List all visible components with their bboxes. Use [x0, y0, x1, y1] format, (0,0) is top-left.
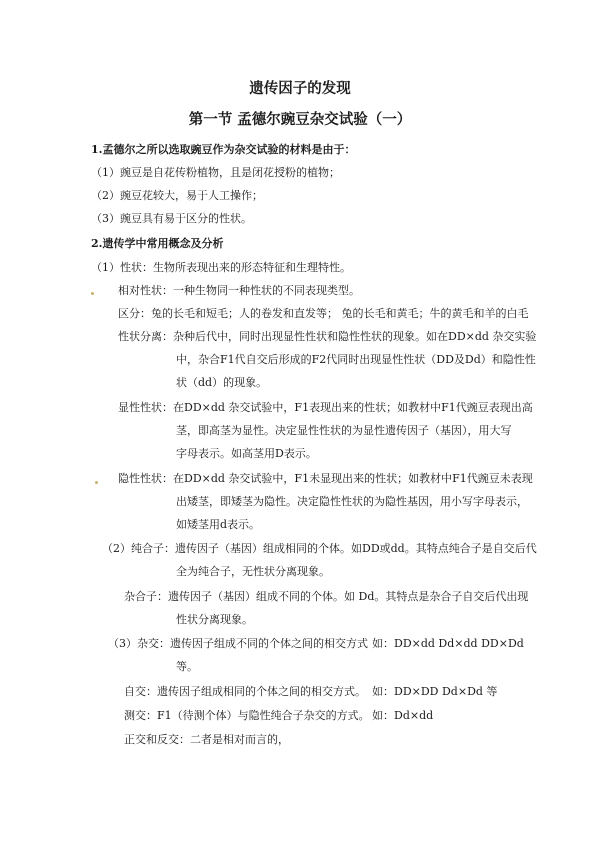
- cross-definition: （3）杂交：遗传因子组成不同的个体之间的相交方式: [108, 637, 368, 650]
- dominant-line-2: 茎，即高茎为显性。决定显性性状的为显性遗传因子（基因），用大写: [176, 424, 512, 437]
- relative-trait: 相对性状：一种生物同一种性状的不同表现类型。: [118, 284, 360, 297]
- bullet-dot: [95, 481, 98, 484]
- separation-line-2: 中，杂合F1代自交后形成的F2代同时出现显性性状（DD及Dd）和隐性性: [176, 353, 536, 366]
- recessive-line-2: 出矮茎，即矮茎为隐性。决定隐性性状的为隐性基因，用小写字母表示，: [176, 495, 528, 508]
- selfing-definition: 自交：遗传因子组成相同的个体之间的相交方式。: [124, 685, 366, 698]
- document-title: 遗传因子的发现: [249, 80, 351, 97]
- trait-definition: （1）性状：生物所表现出来的形态特征和生理特性。: [91, 261, 351, 274]
- cross-examples: 如：DD×dd Dd×dd DD×Dd: [372, 637, 524, 650]
- homozygote-line-2: 全为纯合子，无性状分离现象。: [176, 565, 330, 578]
- section1-item-1: （1）豌豆是自花传粉植物，且是闭花授粉的植物；: [91, 166, 340, 179]
- bullet-dot: [91, 292, 94, 295]
- homozygote-line-1: （2）纯合子：遗传因子（基因）组成相同的个体。如DD或dd。其特点纯合子是自交后代: [102, 542, 537, 555]
- section2-heading: 2.遗传学中常用概念及分析: [91, 237, 224, 250]
- selfing-examples: 如：DD×DD Dd×Dd 等: [372, 685, 498, 698]
- dominant-line-3: 字母表示。如高茎用D表示。: [176, 447, 317, 460]
- separation-line-3: 状（dd）的现象。: [176, 376, 268, 389]
- recessive-line-1: 隐性性状：在DD×dd 杂交试验中，F1未显现出来的性状；如教材中F1代豌豆未表现: [118, 472, 533, 485]
- heterozygote-line-2: 性状分离现象。: [176, 613, 253, 626]
- dominant-line-1: 显性性状：在DD×dd 杂交试验中，F1表现出来的性状；如教材中F1代豌豆表现出高: [118, 401, 533, 414]
- recessive-line-3: 如矮茎用d表示。: [176, 518, 261, 531]
- reciprocal-cross: 正交和反交：二者是相对而言的，: [124, 733, 289, 746]
- distinguish-examples: 区分：兔的长毛和短毛；人的卷发和直发等； 兔的长毛和黄毛；牛的黄毛和羊的白毛: [118, 307, 529, 320]
- section-title: 第一节 孟德尔豌豆杂交试验（一）: [188, 111, 412, 128]
- testcross-definition: 测交：F1（待测个体）与隐性纯合子杂交的方式。: [124, 709, 370, 722]
- cross-line-2: 等。: [176, 660, 198, 673]
- testcross-examples: 如：Dd×dd: [372, 709, 434, 722]
- section1-heading: 1.孟德尔之所以选取豌豆作为杂交试验的材料是由于：: [91, 143, 356, 156]
- separation-line-1: 性状分离：杂种后代中，同时出现显性性状和隐性性状的现象。如在DD×dd 杂交实验: [118, 330, 537, 343]
- section1-item-2: （2）豌豆花较大，易于人工操作；: [91, 189, 263, 202]
- heterozygote-line-1: 杂合子：遗传因子（基因）组成不同的个体。如 Dd。其特点是杂合子自交后代出现: [124, 590, 529, 603]
- section1-item-3: （3）豌豆具有易于区分的性状。: [91, 212, 252, 225]
